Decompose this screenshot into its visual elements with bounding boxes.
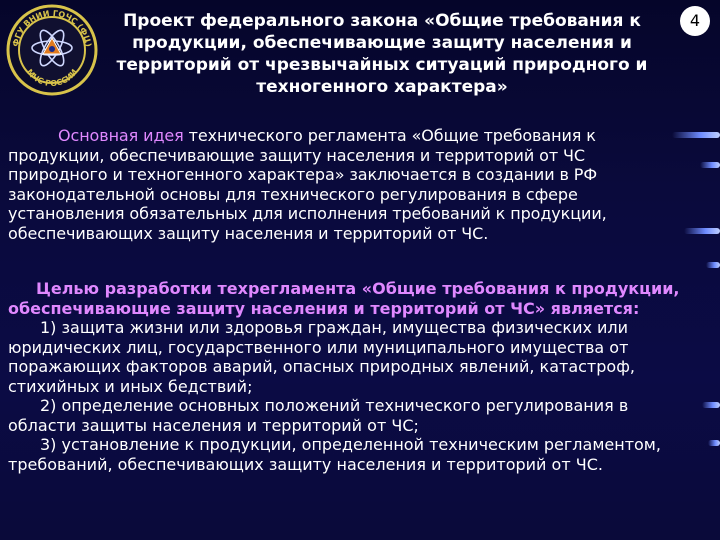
decorative-bar [708,440,720,446]
main-idea-text: технического регламента «Общие требования к продукции, обеспечивающие защиту населения и территорий от ЧС природного и техногенного характера» заключается в создании в РФ законодательной основы для технического регулирования в сфере установления обязательных для исполнения требований к продукции, обеспечивающих защиту населения и территорий от ЧС. [8,126,607,243]
main-idea-highlight: Основная идея [58,126,184,145]
goal-item-3: 3) установление к продукции, определенной техническим регламентом, требований, обеспечивающих защиту населения и территорий от ЧС. [8,435,661,474]
main-idea-paragraph [8,126,683,243]
emblem-text-top: ФГУ ВНИИ ГОЧС (ФЦ) [11,8,93,48]
decorative-bar [700,162,720,168]
goal-item-1: 1) защита жизни или здоровья граждан, имущества физических или юридических лиц, государственного или муниципального имущества от поражающих факторов аварий, опасных природных явлений, катастроф, стихийных и иных бедствий; [8,318,635,396]
emblem-text-bottom: МЧС РОССИИ [24,67,80,89]
decorative-bar [684,228,720,234]
decorative-bar [702,402,720,408]
decorative-bar [706,262,720,268]
page-number-badge: 4 [680,6,710,36]
mchs-emblem-icon [6,4,98,96]
slide-title: Проект федерального закона «Общие требования к продукции, обеспечивающие защиту населения и территорий от чрезвычайных ситуаций природного и техногенного характера» [116,11,648,97]
goals-lead: Целью разработки техрегламента «Общие требования к продукции, обеспечивающие защиту населения и территорий от ЧС» является: [8,279,680,318]
goals-section [8,279,696,474]
goal-item-2: 2) определение основных положений технического регулирования в области защиты населения и территорий от ЧС; [8,396,629,435]
